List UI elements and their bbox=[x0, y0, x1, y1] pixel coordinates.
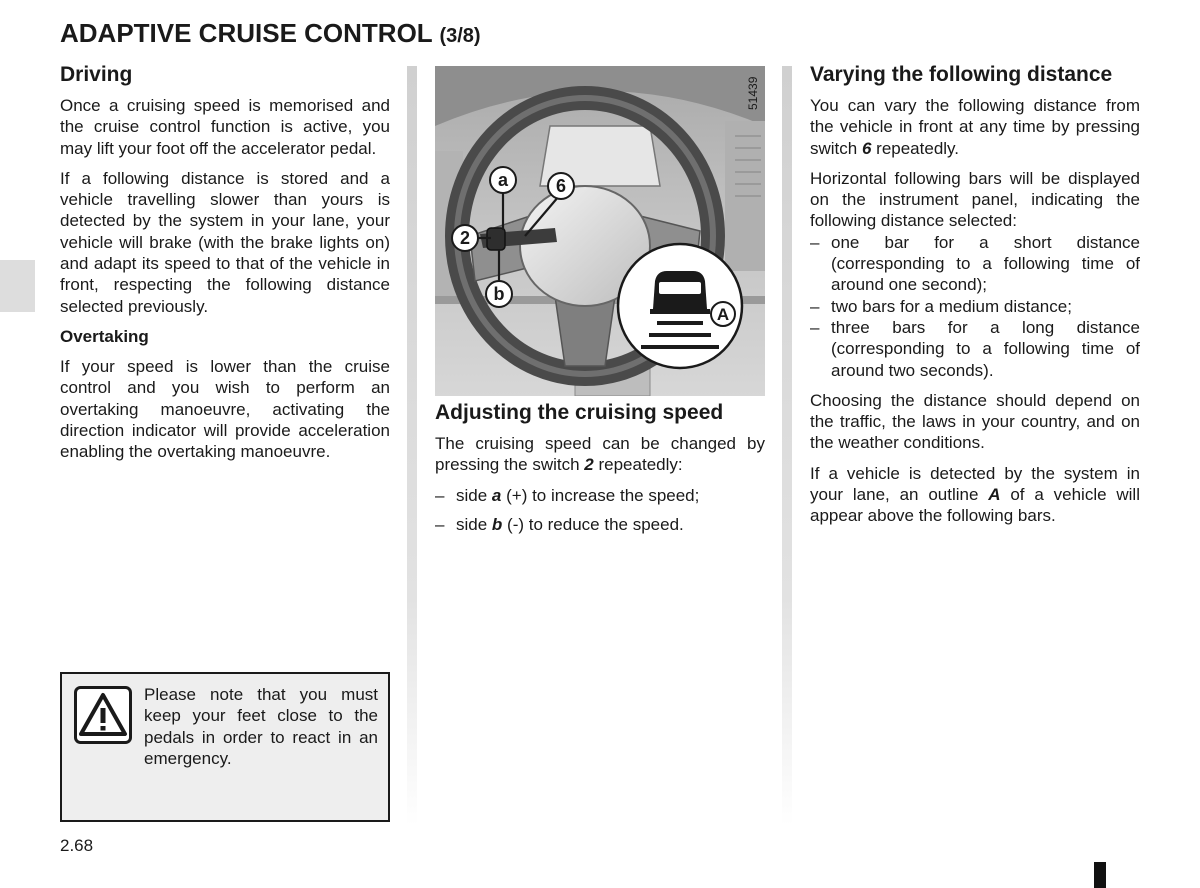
callout-b bbox=[486, 281, 512, 307]
chapter-tab bbox=[0, 260, 35, 312]
adjusting-speed-paragraph: The cruising speed can be changed by pressing the switch 2 repeatedly: bbox=[435, 434, 765, 475]
following-bars-list bbox=[810, 232, 1140, 381]
following-distance-paragraph-1: You can vary the following distance from the vehicle in front at any time by pressing switch 6 repeatedly. bbox=[810, 96, 1140, 158]
column-driving bbox=[60, 62, 390, 471]
callout-2-label: 2 bbox=[459, 228, 471, 248]
ref-switch-2: 2 bbox=[584, 455, 594, 475]
list-item: – one bar for a short distance (corresponding to a following time of around one second); bbox=[810, 232, 1140, 295]
driving-paragraph-1: Once a cruising speed is memorised and the cruise control function is active, you may lift your foot off the accelerator pedal. bbox=[60, 96, 390, 158]
driving-paragraph-2: If a following distance is stored and a vehicle travelling slower than yours is detected by the system in your lane, your vehicle will brake (with the brake lights on) and adapt its speed to that of the vehicle in front, respecting the following distance selected previously. bbox=[60, 168, 390, 316]
steering-wheel-figure bbox=[435, 66, 765, 396]
page-number: 2.68 bbox=[60, 836, 94, 855]
warning-triangle-icon bbox=[74, 686, 132, 744]
section-heading-following-distance: Varying the following distance bbox=[810, 63, 1113, 86]
callout-b-label: b bbox=[493, 284, 505, 304]
page-corner-mark bbox=[1094, 862, 1106, 888]
warning-text: Please note that you must keep your feet close to the pedals in order to react in an emergency. bbox=[144, 685, 378, 768]
warning-box bbox=[60, 672, 390, 822]
page-title-main: ADAPTIVE CRUISE CONTROL bbox=[60, 18, 433, 48]
callout-A-label: A bbox=[716, 305, 730, 324]
figure-reference-number: 51439 bbox=[746, 76, 760, 110]
section-heading-adjusting-speed: Adjusting the cruising speed bbox=[435, 401, 724, 424]
subheading-overtaking: Overtaking bbox=[60, 326, 149, 346]
callout-6 bbox=[548, 173, 574, 199]
callout-6-label: 6 bbox=[555, 176, 567, 196]
page-title-part: (3/8) bbox=[439, 25, 481, 47]
following-distance-paragraph-3: Choosing the distance should depend on the traffic, the laws in your country, and on the weather conditions. bbox=[810, 390, 1140, 453]
following-distance-paragraph-4: If a vehicle is detected by the system in your lane, an outline A of a vehicle will appear above the following bars. bbox=[810, 463, 1140, 526]
overtaking-paragraph: If your speed is lower than the cruise control and you wish to perform an overtaking manoeuvre, activating the direction indicator will provide acceleration enabling the overtaking manoeuvre. bbox=[60, 356, 390, 462]
column-adjusting-speed bbox=[435, 400, 765, 544]
ref-outline-A: A bbox=[988, 485, 1001, 505]
callout-a-label: a bbox=[497, 170, 509, 190]
column-following-distance bbox=[810, 62, 1140, 536]
section-heading-driving: Driving bbox=[60, 63, 133, 86]
callout-A bbox=[711, 302, 735, 326]
list-item: – three bars for a long distance (corresponding to a following time of around two seconds). bbox=[810, 317, 1140, 380]
callout-a bbox=[490, 167, 516, 193]
column-divider-left bbox=[407, 66, 417, 826]
steering-wheel-illustration bbox=[435, 66, 765, 396]
callout-2 bbox=[452, 225, 478, 251]
speed-adjust-list bbox=[435, 485, 765, 536]
following-distance-paragraph-2: Horizontal following bars will be displayed on the instrument panel, indicating the following distance selected: bbox=[810, 168, 1140, 231]
page-title bbox=[60, 18, 481, 49]
list-item: – two bars for a medium distance; bbox=[810, 296, 1072, 316]
list-item: – side a (+) to increase the speed; bbox=[435, 485, 700, 505]
ref-switch-6: 6 bbox=[861, 138, 872, 158]
list-item: – side b (-) to reduce the speed. bbox=[435, 514, 684, 534]
column-divider-right bbox=[782, 66, 792, 826]
